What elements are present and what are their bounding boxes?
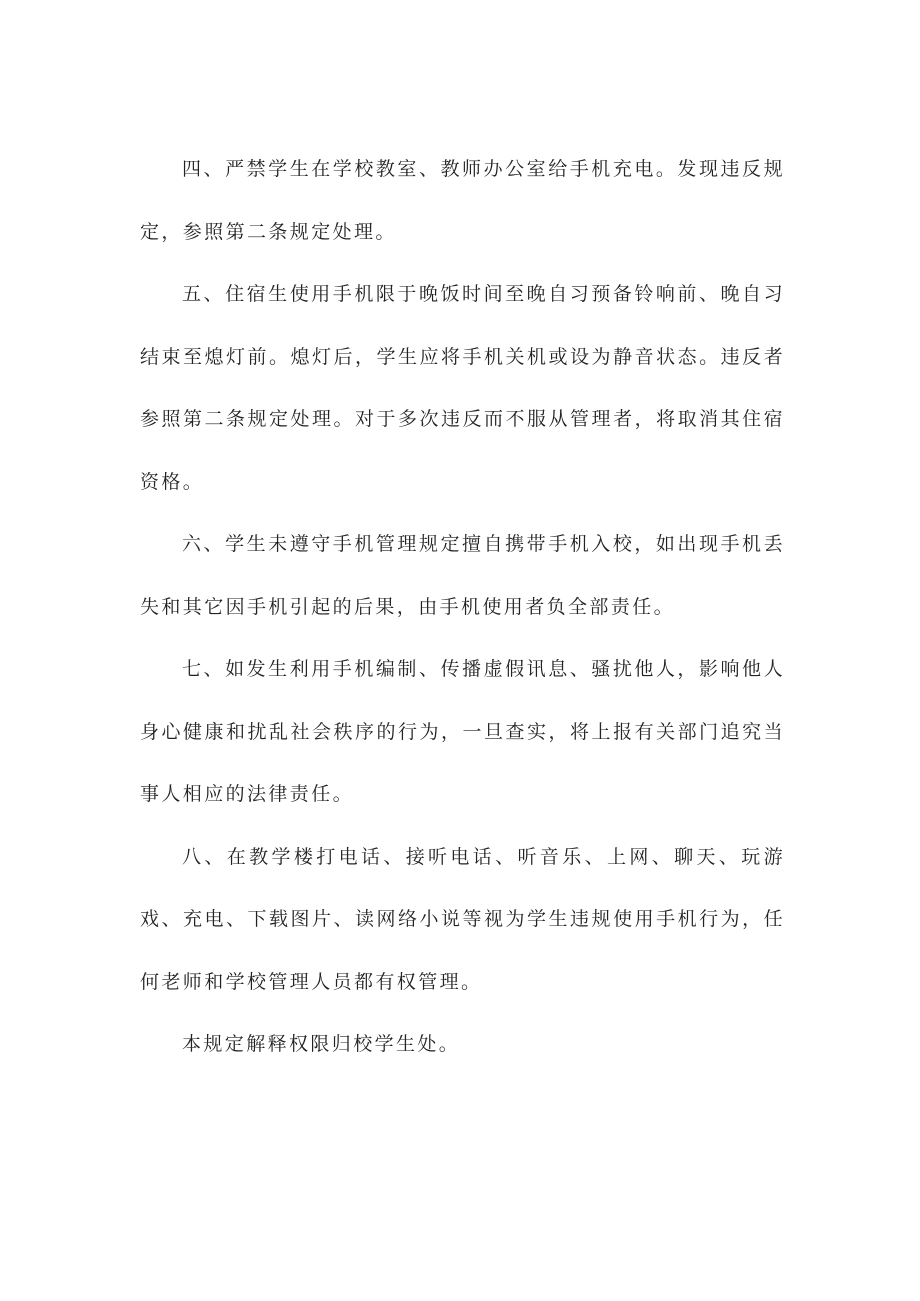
paragraph-rule-8: 八、在教学楼打电话、接听电话、听音乐、上网、聊天、玩游戏、充电、下载图片、读网络小说等视为学生违规使用手机行为，任何老师和学校管理人员都有权管理。: [140, 845, 785, 993]
paragraph-rule-5: 五、住宿生使用手机限于晚饭时间至晚自习预备铃响前、晚自习结束至熄灯前。熄灯后，学生应将手机关机或设为静音状态。违反者参照第二条规定处理。对于多次违反而不服从管理者，将取消其住宿资格。: [140, 283, 785, 493]
paragraph-rule-7: 七、如发生利用手机编制、传播虚假讯息、骚扰他人，影响他人身心健康和扰乱社会秩序的行为，一旦查实，将上报有关部门追究当事人相应的法律责任。: [140, 658, 785, 805]
document-body: [140, 138, 785, 1076]
paragraph-rule-6: 六、学生未遵守手机管理规定擅自携带手机入校，如出现手机丢失和其它因手机引起的后果，由手机使用者负全部责任。: [140, 533, 785, 618]
paragraph-interpretation-note: 本规定解释权限归校学生处。: [182, 1033, 461, 1055]
paragraph-rule-4: 四、严禁学生在学校教室、教师办公室给手机充电。发现违反规定，参照第二条规定处理。: [140, 158, 785, 243]
